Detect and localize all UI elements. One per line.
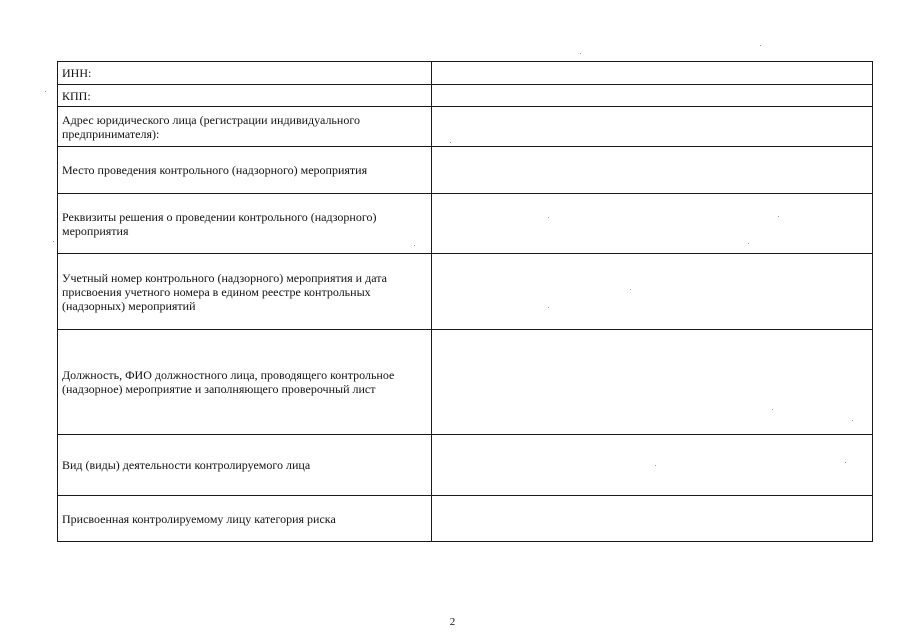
table-row xyxy=(58,194,873,254)
registration-number-label: Учетный номер контрольного (надзорного) мероприятия и дата присвоения учетного номера в едином реестре контрольных (надзорных) мероприятий xyxy=(58,254,432,330)
scan-speck xyxy=(772,409,773,410)
kpp-value xyxy=(432,85,873,107)
inn-value xyxy=(432,62,873,85)
scan-speck xyxy=(548,217,549,218)
scan-speck xyxy=(450,142,451,143)
activity-type-value xyxy=(432,435,873,496)
inspection-info-table xyxy=(57,61,873,542)
activity-type-label: Вид (виды) деятельности контролируемого лица xyxy=(58,435,432,496)
inspector-label: Должность, ФИО должностного лица, проводящего контрольное (надзорное) мероприятие и заполняющего проверочный лист xyxy=(58,330,432,435)
event-location-label: Место проведения контрольного (надзорного) мероприятия xyxy=(58,147,432,194)
inn-label: ИНН: xyxy=(58,62,432,85)
table-row xyxy=(58,496,873,542)
table-row xyxy=(58,85,873,107)
scan-speck xyxy=(760,45,761,46)
scan-speck xyxy=(548,307,549,308)
table-row xyxy=(58,107,873,147)
scan-speck xyxy=(748,243,749,244)
scan-speck xyxy=(778,216,779,217)
scan-speck xyxy=(580,53,581,54)
decision-details-label: Реквизиты решения о проведении контрольного (надзорного) мероприятия xyxy=(58,194,432,254)
table-row xyxy=(58,435,873,496)
table-row xyxy=(58,62,873,85)
decision-details-value xyxy=(432,194,873,254)
table-row xyxy=(58,330,873,435)
scan-speck xyxy=(852,420,853,421)
risk-category-value xyxy=(432,496,873,542)
table-row xyxy=(58,254,873,330)
table-row xyxy=(58,147,873,194)
scan-speck xyxy=(655,465,656,466)
registration-number-value xyxy=(432,254,873,330)
legal-address-label: Адрес юридического лица (регистрации индивидуального предпринимателя): xyxy=(58,107,432,147)
risk-category-label: Присвоенная контролируемому лицу категория риска xyxy=(58,496,432,542)
scan-speck xyxy=(630,289,631,290)
inspector-value xyxy=(432,330,873,435)
legal-address-value xyxy=(432,107,873,147)
kpp-label: КПП: xyxy=(58,85,432,107)
event-location-value xyxy=(432,147,873,194)
scan-speck xyxy=(45,91,46,92)
scan-speck xyxy=(53,241,54,242)
scan-speck xyxy=(845,462,846,463)
scan-speck xyxy=(414,245,415,246)
page-number: 2 xyxy=(449,616,456,628)
